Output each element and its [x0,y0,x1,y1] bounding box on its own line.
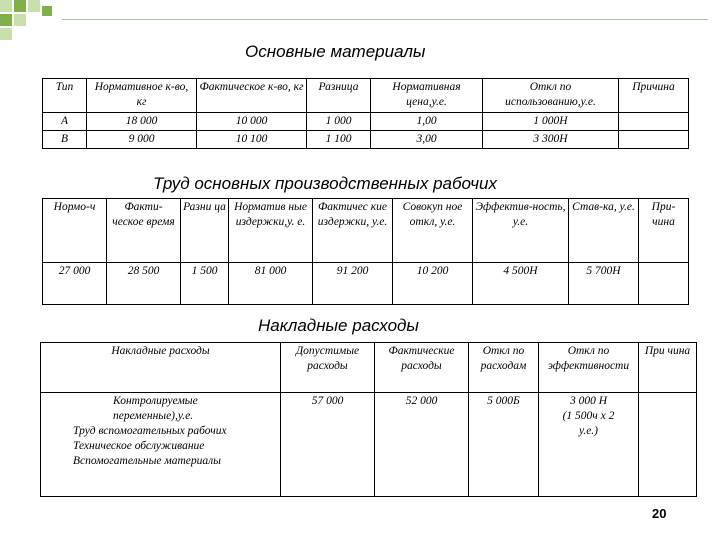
table-row [43,263,689,305]
cell-norm-cost: 81 000 [229,263,313,305]
cell-norm-hours: 27 000 [43,263,107,305]
section3-title: Накладные расходы [258,316,419,335]
cell-deviation: 3 300Н [483,131,619,149]
col-header: Разница [307,79,371,113]
col-header: Нормативное к-во, кг [87,79,197,113]
cell-norm-price: 1,00 [371,113,483,131]
col-header: Нормативная цена,у.е. [371,79,483,113]
col-header: Факти-ческое время [107,199,181,263]
cell-actual-cost: 91 200 [313,263,393,305]
cell-overhead-items [41,393,281,497]
col-header: Фактические расходы [375,343,469,393]
eff-dev-line: 3 000 Н [569,395,608,407]
list-item: Труд вспомогательных рабочих [73,425,227,437]
labor-table [42,198,689,305]
list-item: Вспомогательные материалы [73,455,221,467]
cell-diff: 1 000 [307,113,371,131]
col-header: Разни ца [181,199,229,263]
cell-rate: 5 700Н [569,263,639,305]
col-header: При-чина [639,199,689,263]
cell-cost-dev: 5 000Б [469,393,539,497]
col-header: Эффектив-ность, у.е. [473,199,569,263]
col-header: Откл по эффективности [539,343,639,393]
cell-actual: 52 000 [375,393,469,497]
col-header: Совокуп ное откл, у.е. [393,199,473,263]
col-header: Откл по использованию,у.е. [483,79,619,113]
col-header: Норматив ные издержки,у. е. [229,199,313,263]
col-header: Нормо-ч [43,199,107,263]
cell-fact-qty: 10 100 [197,131,307,149]
cell-allowed: 57 000 [281,393,375,497]
col-header: Накладные расходы [41,343,281,393]
cell-actual-time: 28 500 [107,263,181,305]
cell-fact-qty: 10 000 [197,113,307,131]
cell-efficiency: 4 500Н [473,263,569,305]
overhead-table [40,342,697,497]
col-header: Фактичес кие издержки, у.е. [313,199,393,263]
cell-norm-qty: 9 000 [87,131,197,149]
col-header: Допустимые расходы [281,343,375,393]
cell-type: А [43,113,87,131]
col-header: Причина [619,79,689,113]
list-item: Контролируемые переменные),у.е. [113,395,198,422]
cell-reason [639,263,689,305]
page-number: 20 [652,506,667,521]
table-header-row [43,79,689,113]
cell-type: В [43,131,87,149]
cell-reason [619,131,689,149]
table-row [43,113,689,131]
cell-eff-dev [539,393,639,497]
cell-reason [639,393,697,497]
cell-deviation: 1 000Н [483,113,619,131]
table-row [43,131,689,149]
cell-total-dev: 10 200 [393,263,473,305]
cell-diff: 1 500 [181,263,229,305]
list-item: Техническое обслуживание [73,440,205,452]
cell-diff: 1 100 [307,131,371,149]
section2-title: Труд основных производственных рабочих [153,174,498,193]
cell-reason [619,113,689,131]
eff-dev-line: (1 500ч х 2 [562,410,615,422]
col-header: Тип [43,79,87,113]
col-header: При чина [639,343,697,393]
table-header-row [43,199,689,263]
corner-decoration [0,0,60,40]
top-rule [62,19,708,20]
col-header: Став-ка, у.е. [569,199,639,263]
materials-table [42,78,689,149]
cell-norm-price: 3,00 [371,131,483,149]
col-header: Фактическое к-во, кг [197,79,307,113]
col-header: Откл по расходам [469,343,539,393]
table-header-row [41,343,697,393]
section1-title: Основные материалы [245,42,426,61]
cell-norm-qty: 18 000 [87,113,197,131]
table-row [41,393,697,497]
eff-dev-line: у.е.) [578,425,599,437]
